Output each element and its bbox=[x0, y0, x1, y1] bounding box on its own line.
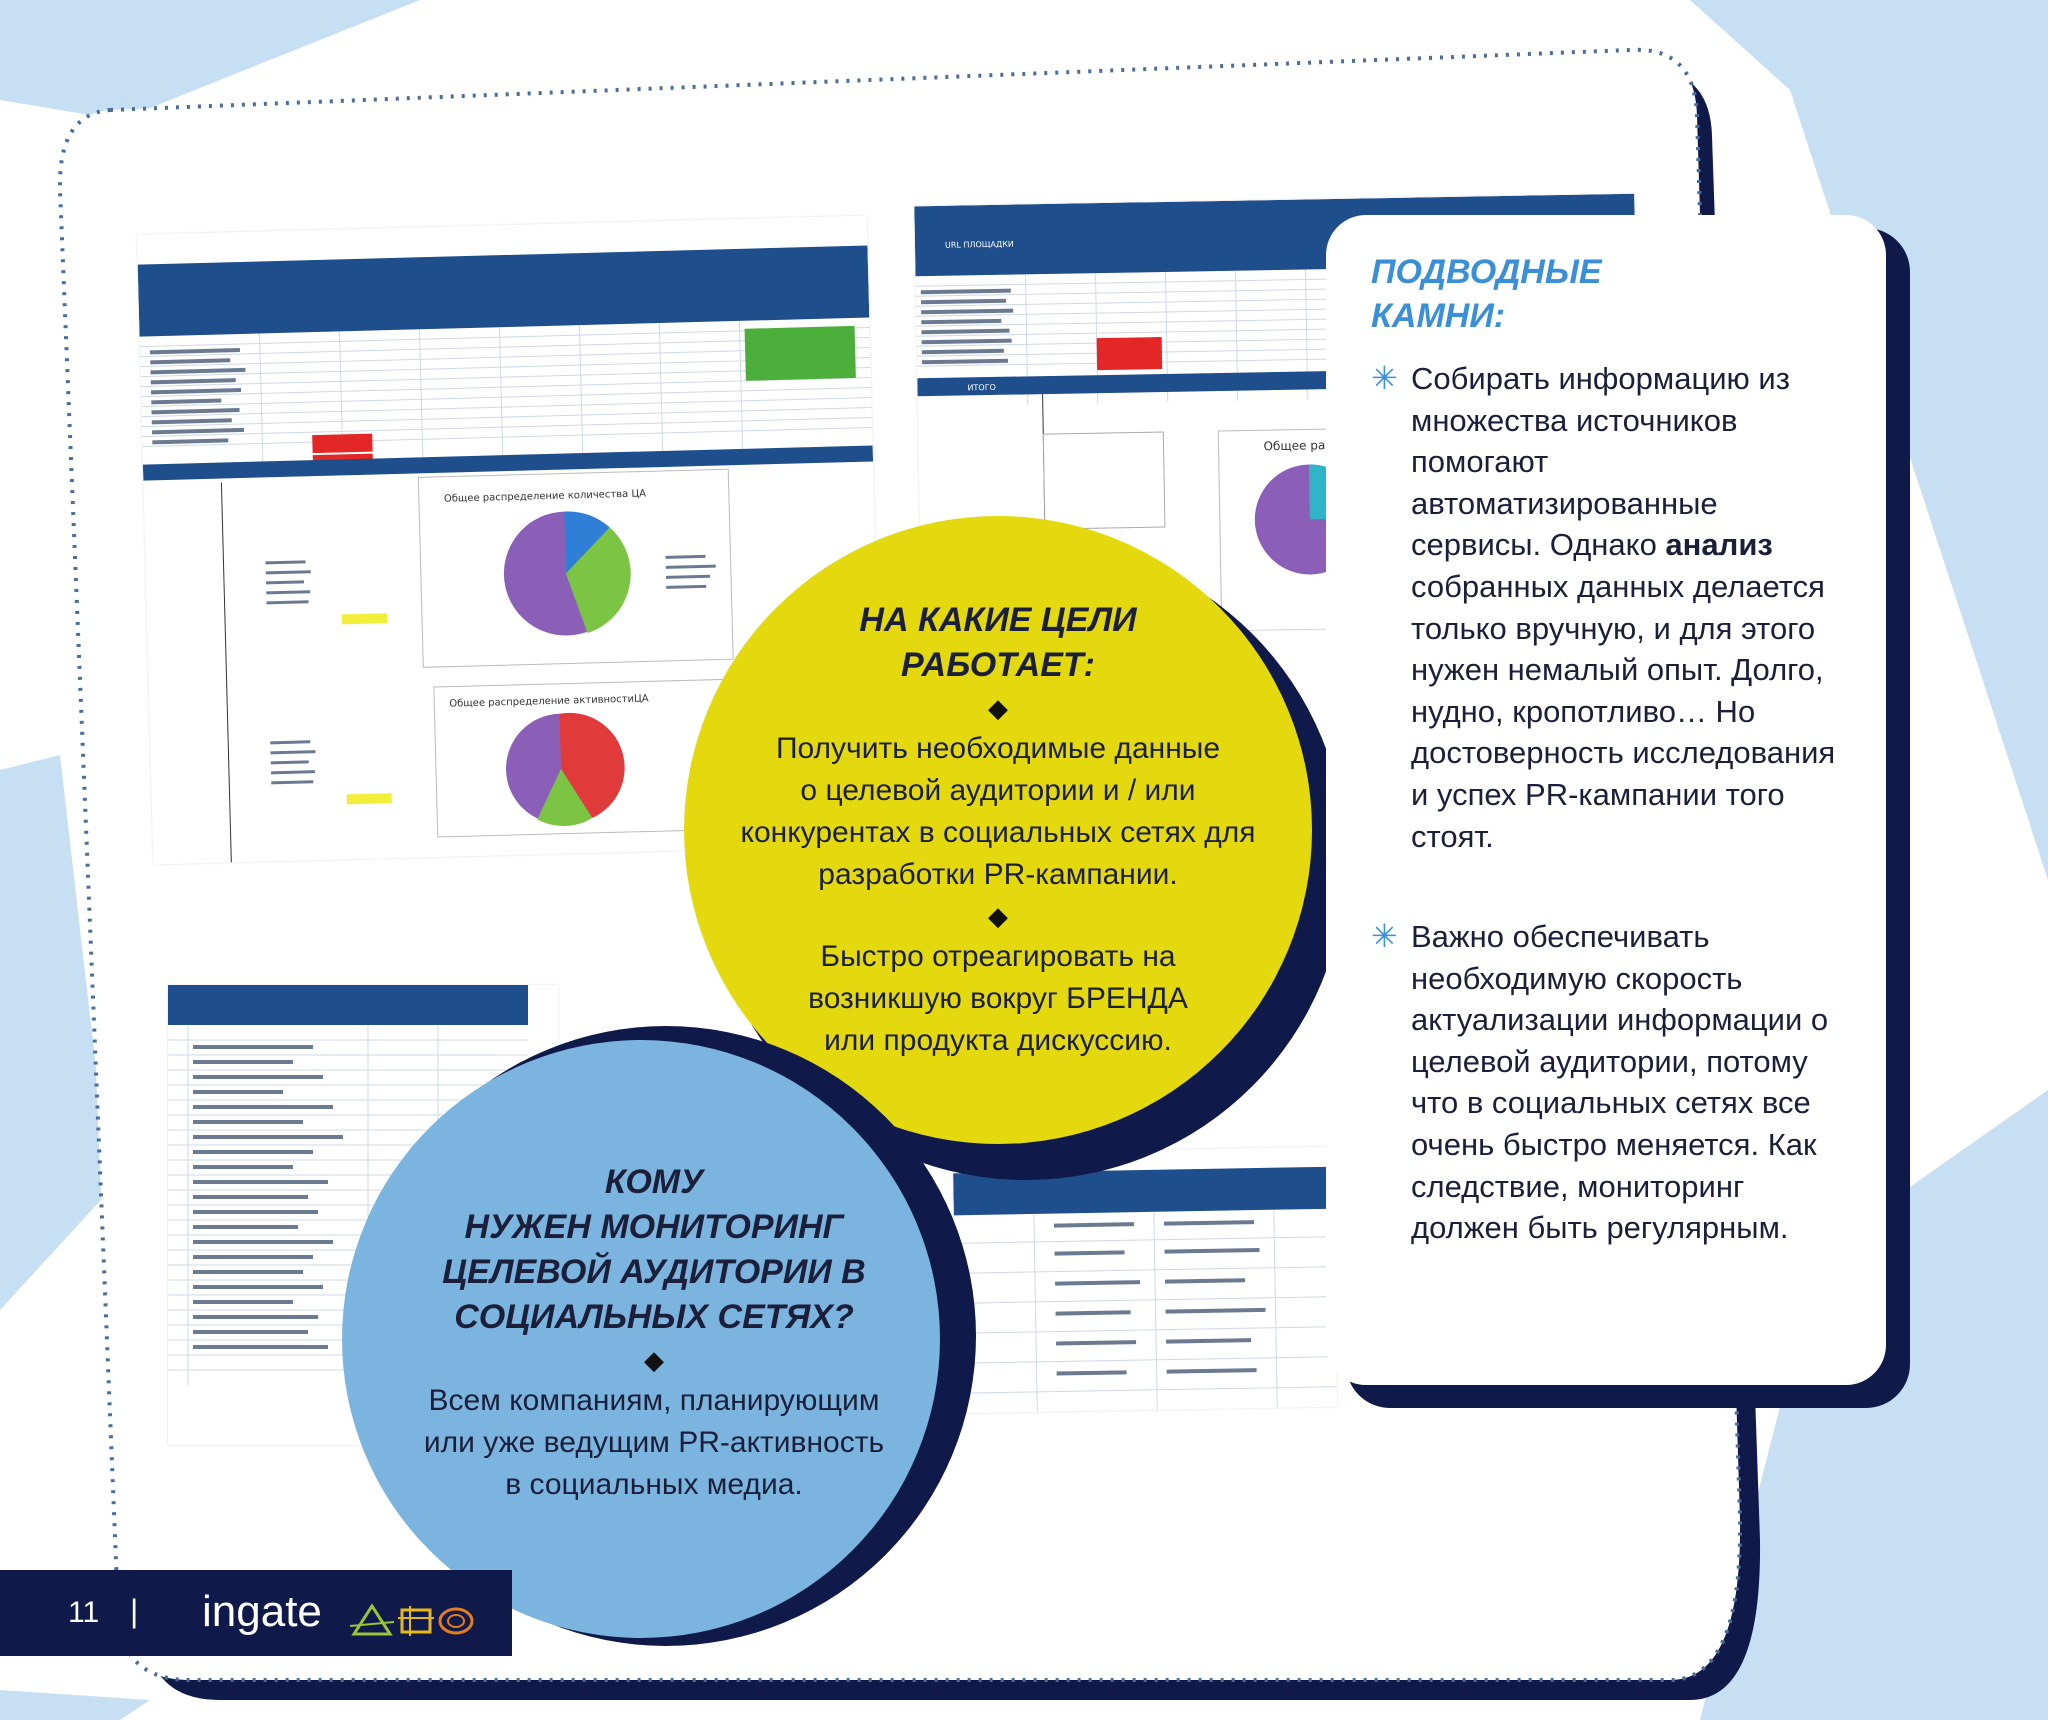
asterisk-icon: ✳ bbox=[1371, 360, 1398, 396]
who-title-line4: СОЦИАЛЬНЫХ СЕТЯХ? bbox=[454, 1298, 854, 1336]
chart2-title: Общее распределение активностиЦА bbox=[449, 693, 649, 710]
bullet-2-text: Важно обеспечивать необходимую скорость актуализации информации о целевой аудитории, потому что в социальных сетях все очень быстро меняется. Как следствие, мониторинг должен быть регулярным. bbox=[1411, 919, 1829, 1246]
ingate-logo-icon bbox=[350, 1600, 480, 1640]
who-body-line2: или уже ведущим PR-активность bbox=[423, 1426, 885, 1459]
spreadsheet-screenshot-4 bbox=[953, 1147, 1337, 1414]
goals-title-line2: РАБОТАЕТ: bbox=[901, 646, 1095, 684]
goals-item2-line1: Быстро отреагировать на bbox=[820, 940, 1176, 973]
asterisk-icon: ✳ bbox=[1371, 918, 1398, 954]
page-number: 11 bbox=[68, 1596, 100, 1629]
goals-circle-content bbox=[700, 598, 1296, 1062]
pitfalls-title-line1: ПОДВОДНЫЕ bbox=[1371, 253, 1602, 291]
spreadsheet-4-graphic bbox=[953, 1147, 1337, 1414]
who-body-line1: Всем компаниям, планирующим bbox=[428, 1384, 880, 1417]
goals-item2-line3: или продукта дискуссию. bbox=[824, 1024, 1172, 1057]
bullet-1-text bbox=[1411, 358, 1841, 857]
shot2-header-label: URL ПЛОЩАДКИ bbox=[944, 239, 1014, 250]
goals-item1-line3: конкурентах в социальных сетях для bbox=[740, 816, 1256, 849]
who-title-line3: ЦЕЛЕВОЙ АУДИТОРИИ В bbox=[442, 1253, 866, 1291]
goals-item1-line2: о целевой аудитории и / или bbox=[800, 774, 1196, 807]
diamond-icon: ◆ bbox=[988, 901, 1008, 931]
pitfalls-title-line2: КАМНИ: bbox=[1371, 297, 1506, 335]
chart1-title: Общее распределение количества ЦА bbox=[443, 488, 647, 505]
who-body-line3: в социальных медиа. bbox=[505, 1468, 803, 1501]
diamond-icon: ◆ bbox=[644, 1345, 664, 1375]
footer-separator: | bbox=[130, 1593, 139, 1629]
who-title-line2: НУЖЕН МОНИТОРИНГ bbox=[464, 1208, 844, 1246]
goals-item1-line4: разработки PR-кампании. bbox=[818, 858, 1178, 891]
diamond-icon: ◆ bbox=[988, 693, 1008, 723]
pitfalls-title bbox=[1371, 250, 1602, 338]
pitfalls-bullet-2 bbox=[1371, 916, 1841, 1249]
pitfalls-bullet-1 bbox=[1371, 358, 1841, 857]
who-title-line1: КОМУ bbox=[604, 1163, 704, 1201]
goals-title-line1: НА КАКИЕ ЦЕЛИ bbox=[859, 601, 1137, 639]
shot2-total-label: ИТОГО bbox=[967, 382, 996, 393]
bullet-1-bold: анализ bbox=[1665, 527, 1773, 563]
bullet-1-part1: Собирать информацию из множества источников помогают автоматизированные сервисы. Однако bbox=[1411, 361, 1790, 563]
shot2-chart-title: Общее ра bbox=[1263, 438, 1326, 454]
bullet-1-part2: собранных данных делается только вручную, и для этого нужен немалый опыт. Долго, нудно, кропотливо… Но достоверность исследования и успех PR-кампании того стоят. bbox=[1411, 568, 1836, 854]
who-circle-content bbox=[362, 1160, 946, 1506]
goals-item1-line1: Получить необходимые данные bbox=[775, 732, 1221, 765]
goals-item2-line2: возникшую вокруг БРЕНДА bbox=[808, 982, 1188, 1015]
brand-name: ingate bbox=[202, 1587, 322, 1636]
